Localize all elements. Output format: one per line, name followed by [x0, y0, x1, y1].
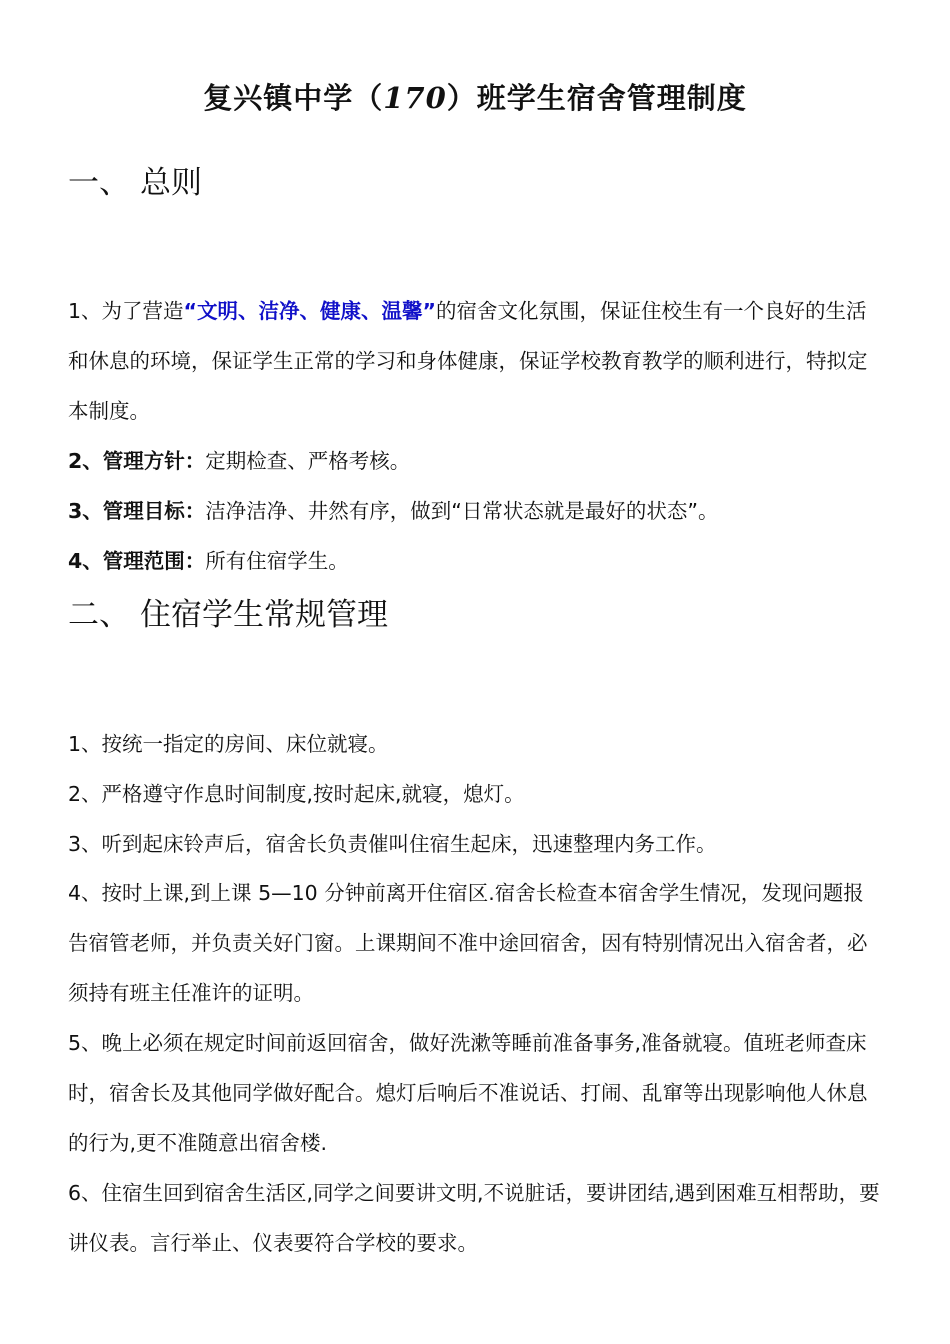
section-heading-general — [68, 157, 202, 202]
rule-item: 5、晚上必须在规定时间前返回宿舍，做好洗漱等睡前准备事务,准备就寝。值班老师查床时，宿舍长及其他同学做好配合。熄灯后响后不准说话、打闹、乱窜等出现影响他人休息的行为,更不准随意出宿舍楼. — [68, 1031, 868, 1155]
paragraph-text: 所有住宿学生。 — [205, 549, 349, 573]
paragraph-label: 3、管理目标： — [68, 499, 206, 523]
paragraph-policy — [68, 436, 883, 486]
title-prefix: 复兴镇中学（ — [203, 81, 384, 115]
section-title: 总则 — [140, 165, 202, 201]
paragraph-text: 定期检查、严格考核。 — [205, 449, 411, 473]
paragraph-label: 4、管理范围： — [68, 549, 206, 573]
section-title: 住宿学生常规管理 — [140, 597, 388, 633]
section-heading-routine — [68, 589, 388, 634]
paragraph-text: 洁净洁净、井然有序，做到“日常状态就是最好的状态”。 — [205, 499, 719, 523]
highlight-slogan: “文明、洁净、健康、温馨” — [183, 299, 436, 323]
title-class-number: 170 — [383, 81, 447, 115]
paragraph-goal — [68, 486, 883, 536]
title-suffix: ）班学生宿舍管理制度 — [446, 81, 747, 115]
rule-item: 1、按统一指定的房间、床位就寝。 — [68, 732, 389, 756]
rule-item: 3、听到起床铃声后，宿舍长负责催叫住宿生起床，迅速整理内务工作。 — [68, 832, 717, 856]
rule-item: 6、住宿生回到宿舍生活区,同学之间要讲文明,不说脏话，要讲团结,遇到困难互相帮助，要讲仪表。言行举止、仪表要符合学校的要求。 — [68, 1181, 880, 1255]
section-number: 二、 — [68, 597, 130, 633]
rule-item: 4、按时上课,到上课 5—10 分钟前离开住宿区.宿舍长检查本宿舍学生情况，发现问题报告宿管老师，并负责关好门窗。上课期间不准中途回宿舍，因有特别情况出入宿舍者，必须持有班主任准许的证明。 — [68, 881, 868, 1005]
paragraph-text: 的宿舍文化氛围，保证住校生有一个良好的生活和休息的环境，保证学生正常的学习和身体健康，保证学校教育教学的顺利进行，特拟定本制度。 — [68, 299, 868, 423]
section-number: 一、 — [68, 165, 130, 201]
document-title — [0, 76, 950, 117]
paragraph-purpose — [68, 286, 883, 436]
paragraph-label: 2、管理方针： — [68, 449, 206, 473]
rule-item: 2、严格遵守作息时间制度,按时起床,就寝，熄灯。 — [68, 782, 525, 806]
paragraph-scope — [68, 536, 883, 586]
paragraph-text: 1、为了营造 — [68, 299, 184, 323]
